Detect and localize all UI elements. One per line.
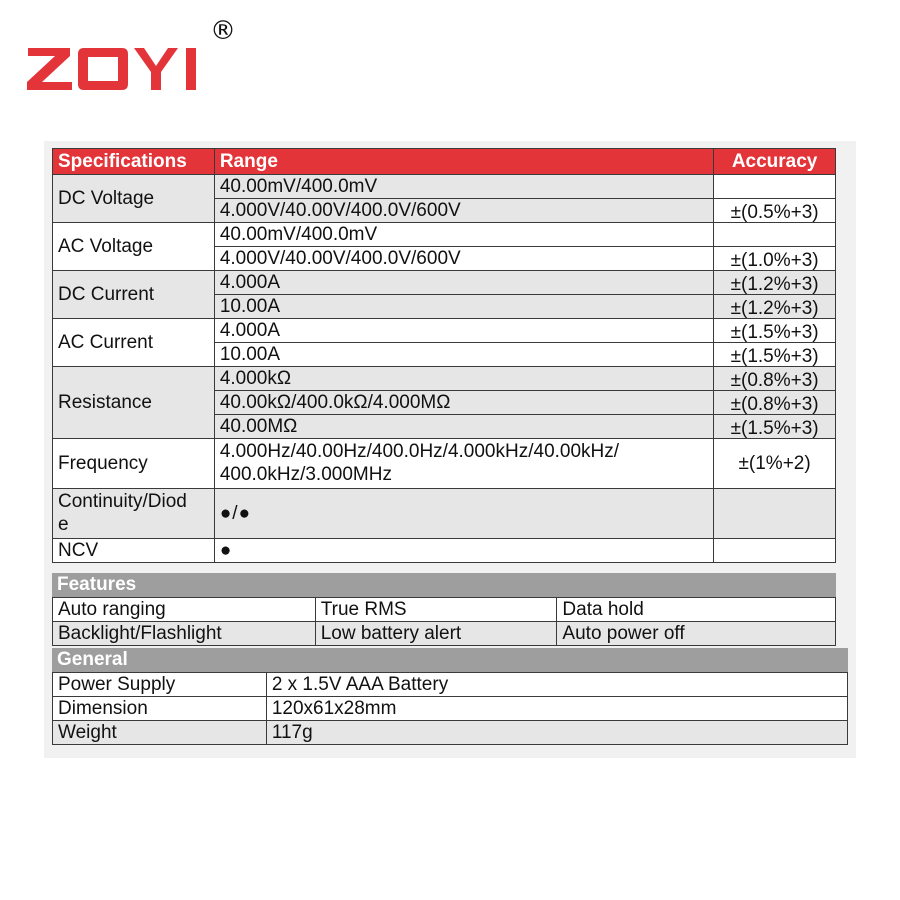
spec-label-continuity [53,489,215,539]
spec-sheet [44,141,856,758]
general-label: Weight [53,721,267,745]
general-value: 117g [266,721,847,745]
accuracy-cell: ±(0.5%+3) [714,199,836,223]
feature-item: Low battery alert [315,622,557,646]
feature-item: Backlight/Flashlight [53,622,316,646]
range-cell: 40.00mV/400.0mV [214,223,713,247]
accuracy-cell: ±(0.8%+3) [714,367,836,391]
feature-item: Data hold [557,598,836,622]
accuracy-cell: ±(0.8%+3) [714,391,836,415]
spec-label-ac-voltage: AC Voltage [53,223,215,271]
range-cell [214,439,713,489]
spec-label-resistance: Resistance [53,367,215,439]
spec-row [53,175,836,199]
frequency-range-line-1: 4.000Hz/40.00Hz/400.0Hz/4.000kHz/40.00kHz/ [219,440,620,462]
zoyi-logo [26,16,241,94]
continuity-label-line-2: e [58,513,69,535]
general-value: 2 x 1.5V AAA Battery [266,673,847,697]
general-label: Power Supply [53,673,267,697]
range-cell: 10.00A [214,295,713,319]
accuracy-cell: ±(1.2%+3) [714,295,836,319]
header-accuracy: Accuracy [714,149,836,175]
general-label: Dimension [53,697,267,721]
accuracy-cell [714,223,836,247]
spec-label-frequency: Frequency [53,439,215,489]
accuracy-cell: ±(1.5%+3) [714,343,836,367]
spec-label-ncv: NCV [53,539,215,563]
accuracy-cell [714,539,836,563]
spec-row [53,539,836,563]
general-section-title: General [52,648,848,672]
range-cell: 10.00A [214,343,713,367]
spec-row [53,271,836,295]
continuity-label-line-1: Continuity/Diod [58,490,187,512]
range-cell: 40.00MΩ [214,415,713,439]
general-row [53,721,848,745]
feature-item: True RMS [315,598,557,622]
specifications-table [52,148,836,563]
zoyi-logo-mark [26,38,241,94]
spec-row [53,367,836,391]
spec-row [53,223,836,247]
accuracy-cell: ±(1.5%+3) [714,415,836,439]
range-cell: 40.00mV/400.0mV [214,175,713,199]
general-table [52,672,848,745]
spec-label-ac-current: AC Current [53,319,215,367]
accuracy-cell: ±(1.5%+3) [714,319,836,343]
general-row [53,697,848,721]
spec-row [53,489,836,539]
header-range: Range [214,149,713,175]
accuracy-cell: ±(1.0%+3) [714,247,836,271]
registered-mark: ® [210,16,236,46]
accuracy-cell [714,489,836,539]
accuracy-cell: ±(1%+2) [714,439,836,489]
feature-item: Auto ranging [53,598,316,622]
range-cell: 4.000V/40.00V/400.0V/600V [214,199,713,223]
features-row [53,598,836,622]
spec-label-dc-voltage: DC Voltage [53,175,215,223]
accuracy-cell: ±(1.2%+3) [714,271,836,295]
range-cell: ●/● [214,489,713,539]
range-cell: 40.00kΩ/400.0kΩ/4.000MΩ [214,391,713,415]
features-section-title: Features [52,573,836,597]
range-cell: ● [214,539,713,563]
features-table [52,597,836,646]
spec-header-row [53,149,836,175]
range-cell: 4.000A [214,319,713,343]
range-cell: 4.000A [214,271,713,295]
accuracy-cell [714,175,836,199]
range-cell: 4.000V/40.00V/400.0V/600V [214,247,713,271]
range-cell: 4.000kΩ [214,367,713,391]
header-specifications: Specifications [53,149,215,175]
spec-row [53,319,836,343]
general-value: 120x61x28mm [266,697,847,721]
feature-item: Auto power off [557,622,836,646]
general-row [53,673,848,697]
spec-row [53,439,836,489]
features-row [53,622,836,646]
frequency-range-line-2: 400.0kHz/3.000MHz [219,463,392,485]
spec-label-dc-current: DC Current [53,271,215,319]
